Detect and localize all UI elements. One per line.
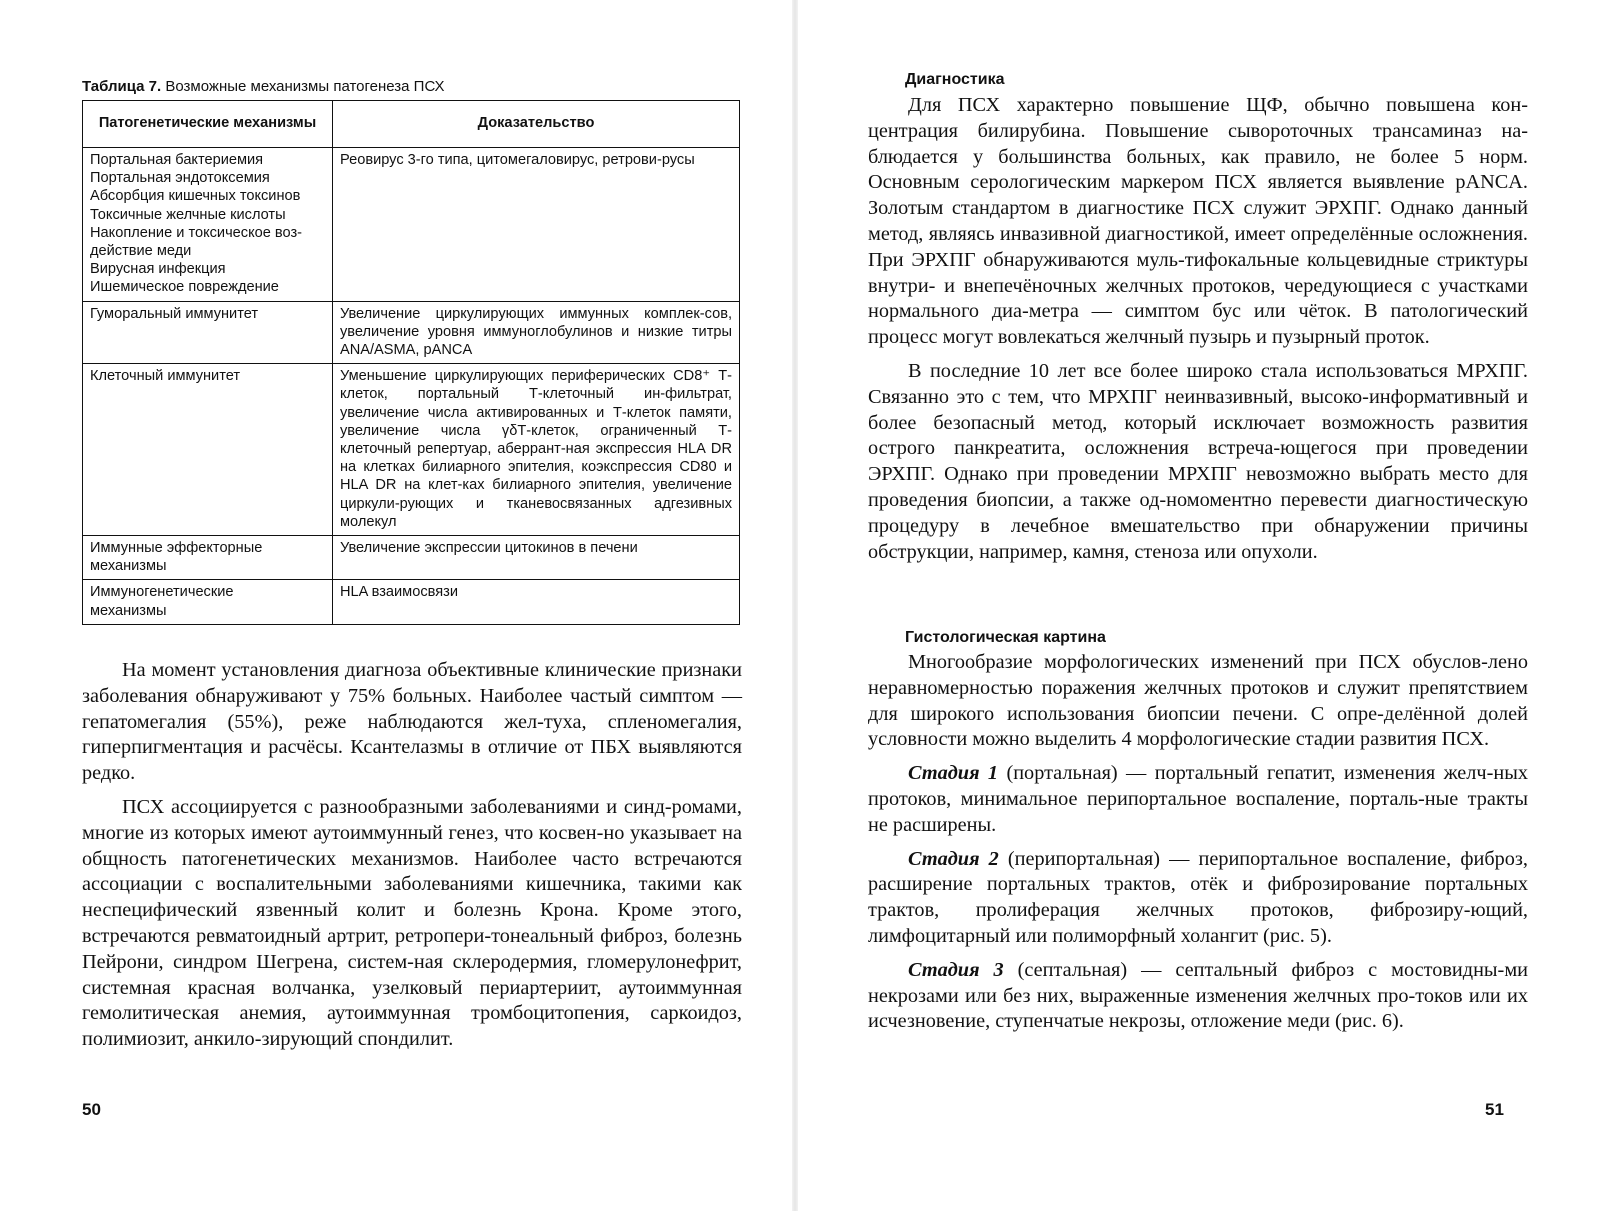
stage-paragraph <box>868 761 1528 838</box>
page-number-left: 50 <box>82 1100 101 1119</box>
left-body-text <box>82 658 742 1061</box>
table-row <box>83 580 740 624</box>
section-heading-diagnostics: Диагностика <box>905 71 1005 88</box>
mechanism-line: Ишемическое повреждение <box>90 279 279 296</box>
table-cell-evidence: Уменьшение циркулирующих периферических CD8⁺ Т-клеток, портальный Т-клеточный ин-фильтрат, увеличение числа активированных и Т-клеток памяти, увеличение числа γδТ-клеток, ограниченный Т-клеточный репертуар, аберрант-ная экспрессия HLA DR на клетках билиарного эпителия, коэкспрессия CD80 и HLA DR на клет-ках билиарного эпителия, увеличение циркули-рующих и тканевосвязанных адгезивных молекул <box>333 364 740 536</box>
mechanism-line: Накопление и токсическое воз- <box>90 224 303 241</box>
body-paragraph: В последние 10 лет все более широко стала использоваться МРХПГ. Связанно это с тем, что МРХПГ неинвазивный, высоко-информативный и более безопасный метод, который исключает возможность развития острого панкреатита, осложнения встреча-ющегося при проведении ЭРХПГ. Однако при проведении МРХПГ невозможно выбрать место для проведения биопсии, а также од-номоментно перевести диагностическую процедуру в лечебное вмешательство при обнаружении причины обструкции, например, камня, стеноза или опухоли. <box>868 359 1528 563</box>
table-cell-evidence: Увеличение экспрессии цитокинов в печени <box>333 536 740 580</box>
table-row <box>83 148 740 302</box>
mechanism-line: механизмы <box>90 602 167 619</box>
mechanism-line: Портальная эндотоксемия <box>90 170 270 187</box>
mechanism-line: механизмы <box>90 558 167 575</box>
mechanism-line: Иммуногенетические <box>90 584 234 601</box>
mechanism-line: Вирусная инфекция <box>90 261 226 278</box>
stage-text: (септальная) — септальный фиброз с мостовидны-ми некрозами или без них, выраженные изменения желчных про-токов или их исчезновение, ступенчатые некрозы, отложение меди (рис. 6). <box>868 958 1529 1033</box>
table-row <box>83 301 740 364</box>
book-gutter <box>792 0 798 1211</box>
body-paragraph: На момент установления диагноза объективные клинические признаки заболевания обнаруживают у 75% больных. Наиболее частый симптом — гепатомегалия (55%), реже наблюдаются жел-туха, спленомегалия, гиперпигментация и расчёсы. Ксантелазмы в отличие от ПБХ выявляются редко. <box>82 659 742 785</box>
pathogenesis-table <box>82 100 740 625</box>
page-number-right: 51 <box>1485 1100 1504 1119</box>
table-cell-mechanism <box>83 536 333 580</box>
mechanism-line: Иммунные эффекторные <box>90 540 263 557</box>
body-paragraph: Многообразие морфологических изменений при ПСХ обуслов-лено неравномерностью поражения желчных протоков и служит препятствием для широкого использования биопсии печени. С опре-делённой долей условности можно выделить 4 морфологические стадии развития ПСХ. <box>868 651 1528 751</box>
table-row <box>83 536 740 580</box>
stage-label: Стадия 1 <box>908 762 999 785</box>
table-row <box>83 364 740 536</box>
stage-paragraph <box>868 958 1528 1035</box>
mechanism-line: Гуморальный иммунитет <box>90 305 259 322</box>
table-cell-mechanism <box>83 580 333 624</box>
mechanism-line: действие меди <box>90 243 192 260</box>
stage-label: Стадия 2 <box>908 847 999 870</box>
table-cell-mechanism <box>83 301 333 364</box>
table-caption-text: Возможные механизмы патогенеза ПСХ <box>161 78 445 95</box>
table-cell-evidence: HLA взаимосвязи <box>333 580 740 624</box>
diagnostics-text <box>868 93 1528 573</box>
table-header-mechanisms: Патогенетические механизмы <box>83 101 333 148</box>
table-caption-label: Таблица 7. <box>82 78 162 95</box>
table-header-evidence: Доказательство <box>333 101 740 148</box>
table-cell-mechanism <box>83 148 333 302</box>
table-caption <box>82 78 444 95</box>
table-cell-mechanism <box>83 364 333 536</box>
body-paragraph: ПСХ ассоциируется с разнообразными заболеваниями и синд-ромами, многие из которых имеют аутоиммунный генез, что косвен-но указывает на общность патогенетических механизмов. Наиболее часто встречаются ассоциации с воспалительными заболеваниями кишечника, такими как неспецифический язвенный колит и болезнь Крона. Кроме этого, встречаются ревматоидный артрит, ретропери-тонеальный фиброз, болезнь Пейрони, синдром Шегрена, систем-ная склеродермия, гломерулонефрит, системная красная волчанка, узелковый периартериит, аутоиммунная гемолитическая анемия, аутоиммунная тромбоцитопения, саркоидоз, полимиозит, анкило-зирующий спондилит. <box>82 795 742 1051</box>
table-cell-evidence: Увеличение циркулирующих иммунных комплек-сов, увеличение уровня иммуноглобулинов и низкие титры ANA/ASMA, pANCA <box>333 301 740 364</box>
body-paragraph: Для ПСХ характерно повышение ЩФ, обычно повышена кон-центрация билирубина. Повышение сывороточных трансаминаз на-блюдается у большинства больных, как правило, не более 5 норм. Основным серологическим маркером ПСХ является выявление pANCA. Золотым стандартом в диагностике ПСХ служит ЭРХПГ. Однако данный метод, являясь инвазивной диагностикой, имеет определённые осложнения. При ЭРХПГ обнаруживаются муль-тифокальные кольцевидные стриктуры внутри- и внепечёночных желчных протоков, чередующиеся с участками нормального диа-метра — симптом бус или чёток. В патологический процесс могут вовлекаться желчный пузырь и пузырный проток. <box>868 94 1528 349</box>
stage-label: Стадия 3 <box>908 958 1004 981</box>
section-heading-histology: Гистологическая картина <box>905 629 1106 646</box>
mechanism-line: Абсорбция кишечных токсинов <box>90 188 301 205</box>
histology-text <box>868 650 1528 1043</box>
table-cell-evidence: Реовирус 3-го типа, цитомегаловирус, ретрови-русы <box>333 148 740 302</box>
stage-text: (перипортальная) — перипортальное воспаление, фиброз, расширение портальных трактов, отёк и фиброзирование портальных трактов, пролиферация желчных протоков, фиброзиру-ющий, лимфоцитарный или полиморфный холангит (рис. 5). <box>868 847 1528 947</box>
mechanism-line: Портальная бактериемия <box>90 152 264 168</box>
stage-paragraph <box>868 847 1528 950</box>
table-header-row <box>83 101 740 148</box>
mechanism-line: Клеточный иммунитет <box>90 368 241 385</box>
mechanism-line: Токсичные желчные кислоты <box>90 206 286 223</box>
stage-text: (портальная) — портальный гепатит, изменения желч-ных протоков, минимальное перипортальное воспаление, порталь-ные тракты не расширены. <box>868 762 1529 836</box>
